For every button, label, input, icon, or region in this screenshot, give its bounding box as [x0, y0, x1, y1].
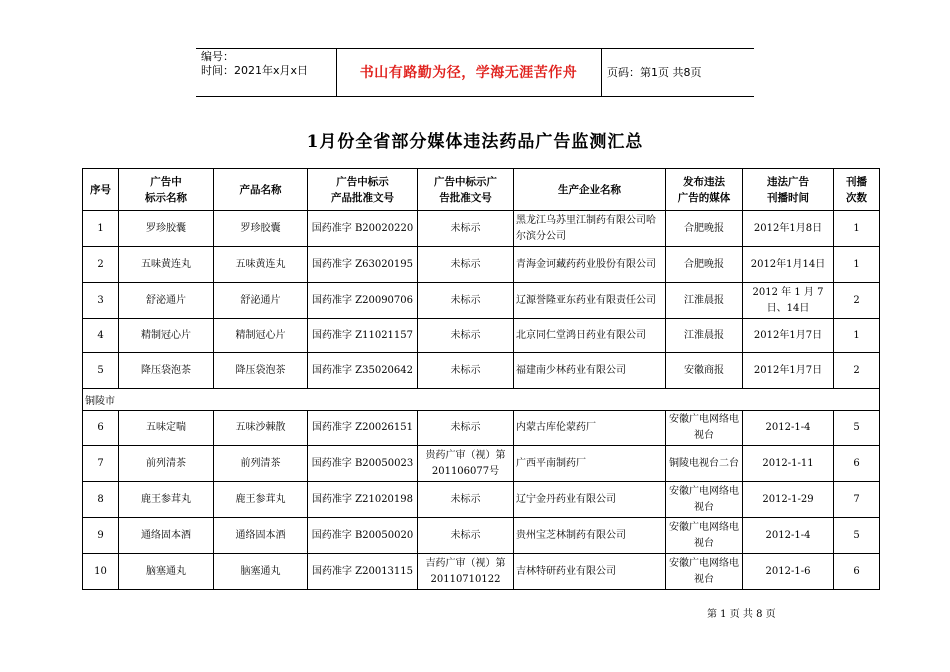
section-label: 铜陵市: [83, 389, 880, 411]
cell-ad-approval: 未标示: [418, 518, 514, 554]
cell-product: 通络固本酒: [214, 518, 308, 554]
cell-ad-name: 降压袋泡茶: [119, 353, 214, 389]
cell-prod-approval: 国药准字 B20050020: [308, 518, 418, 554]
cell-ad-approval: 吉药广审（视）第20110710122: [418, 554, 514, 590]
cell-media: 安徽广电网络电视台: [666, 411, 743, 446]
cell-count: 1: [834, 211, 880, 247]
cell-count: 5: [834, 518, 880, 554]
column-header-line: 产品名称: [239, 183, 282, 196]
column-header: [308, 169, 418, 211]
cell-maker: 黑龙江乌苏里江制药有限公司哈尔滨分公司: [514, 211, 666, 247]
cell-count: 6: [834, 554, 880, 590]
column-header-line: 广告中标示广: [434, 175, 497, 188]
cell-time: 2012-1-4: [743, 518, 834, 554]
cell-no: 10: [83, 554, 119, 590]
cell-maker: 青海金诃藏药药业股份有限公司: [514, 247, 666, 283]
cell-prod-approval: 国药准字 Z35020642: [308, 353, 418, 389]
page-footer: 第 1 页 共 8 页: [707, 609, 776, 620]
cell-media: 安徽广电网络电视台: [666, 518, 743, 554]
cell-ad-name: 舒泌通片: [119, 283, 214, 319]
cell-ad-name: 五味定喘: [119, 411, 214, 446]
cell-no: 1: [83, 211, 119, 247]
column-header-line: 次数: [846, 191, 867, 204]
table-row: [83, 554, 880, 590]
column-header-line: 广告中: [150, 175, 182, 188]
cell-maker: 福建南少林药业有限公司: [514, 353, 666, 389]
cell-prod-approval: 国药准字 Z21020198: [308, 482, 418, 518]
table-row: [83, 518, 880, 554]
cell-ad-approval: 未标示: [418, 211, 514, 247]
cell-maker: 辽宁金丹药业有限公司: [514, 482, 666, 518]
column-header-line: 产品批准文号: [331, 191, 394, 204]
table-row: [83, 283, 880, 319]
cell-product: 五味沙棘散: [214, 411, 308, 446]
cell-ad-approval: 未标示: [418, 247, 514, 283]
cell-prod-approval: 国药准字 Z20090706: [308, 283, 418, 319]
cell-prod-approval: 国药准字 B20020220: [308, 211, 418, 247]
cell-ad-approval: 未标示: [418, 319, 514, 353]
cell-prod-approval: 国药准字 B20050023: [308, 446, 418, 482]
cell-time: 2012-1-29: [743, 482, 834, 518]
column-header-line: 刊播时间: [767, 191, 809, 204]
cell-count: 6: [834, 446, 880, 482]
cell-media: 安徽广电网络电视台: [666, 554, 743, 590]
cell-media: 安徽商报: [666, 353, 743, 389]
cell-product: 精制冠心片: [214, 319, 308, 353]
cell-maker: 内蒙古库伦蒙药厂: [514, 411, 666, 446]
cell-media: 安徽广电网络电视台: [666, 482, 743, 518]
page-label: 页码：第1页 共8页: [607, 66, 702, 79]
column-header-line: 广告的媒体: [677, 191, 731, 204]
cell-count: 2: [834, 353, 880, 389]
cell-time: 2012年1月7日: [743, 353, 834, 389]
ad-monitoring-table: [82, 168, 880, 590]
cell-count: 5: [834, 411, 880, 446]
cell-count: 2: [834, 283, 880, 319]
column-header: [514, 169, 666, 211]
column-header: [418, 169, 514, 211]
column-header-line: 发布违法: [683, 175, 725, 188]
table-row: [83, 211, 880, 247]
cell-no: 9: [83, 518, 119, 554]
cell-product: 脑塞通丸: [214, 554, 308, 590]
cell-no: 8: [83, 482, 119, 518]
column-header: [834, 169, 880, 211]
table-row: [83, 446, 880, 482]
cell-ad-approval: 未标示: [418, 283, 514, 319]
cell-count: 1: [834, 319, 880, 353]
cell-time: 2012 年 1 月 7 日、14日: [743, 283, 834, 319]
cell-count: 1: [834, 247, 880, 283]
cell-ad-name: 前列清茶: [119, 446, 214, 482]
cell-maker: 贵州宝芝林制药有限公司: [514, 518, 666, 554]
section-row: [83, 389, 880, 411]
cell-time: 2012-1-6: [743, 554, 834, 590]
column-header-line: 生产企业名称: [558, 183, 621, 196]
column-header-line: 广告中标示: [336, 175, 389, 188]
cell-maker: 吉林特研药业有限公司: [514, 554, 666, 590]
table-header-row: [83, 169, 880, 211]
cell-ad-name: 精制冠心片: [119, 319, 214, 353]
cell-media: 江淮晨报: [666, 319, 743, 353]
cell-media: 江淮晨报: [666, 283, 743, 319]
cell-media: 合肥晚报: [666, 247, 743, 283]
column-header: [666, 169, 743, 211]
cell-product: 舒泌通片: [214, 283, 308, 319]
cell-ad-name: 罗珍胶囊: [119, 211, 214, 247]
cell-media: 铜陵电视台二台: [666, 446, 743, 482]
header-bottom-rule: [196, 96, 754, 97]
cell-maker: 广西平南制药厂: [514, 446, 666, 482]
table-row: [83, 247, 880, 283]
cell-prod-approval: 国药准字 Z20026151: [308, 411, 418, 446]
cell-media: 合肥晚报: [666, 211, 743, 247]
cell-time: 2012年1月14日: [743, 247, 834, 283]
column-header-line: 标示名称: [145, 191, 187, 204]
cell-product: 降压袋泡茶: [214, 353, 308, 389]
table-row: [83, 482, 880, 518]
cell-ad-approval: 未标示: [418, 411, 514, 446]
cell-count: 7: [834, 482, 880, 518]
table-row: [83, 353, 880, 389]
cell-no: 7: [83, 446, 119, 482]
table-row: [83, 411, 880, 446]
time-label: 时间：2021年x月x日: [201, 64, 309, 77]
cell-ad-approval: 贵药广审（视）第201106077号: [418, 446, 514, 482]
cell-ad-name: 鹿王参茸丸: [119, 482, 214, 518]
cell-product: 罗珍胶囊: [214, 211, 308, 247]
cell-ad-approval: 未标示: [418, 353, 514, 389]
cell-no: 5: [83, 353, 119, 389]
column-header-line: 违法广告: [767, 175, 809, 188]
cell-prod-approval: 国药准字 Z11021157: [308, 319, 418, 353]
column-header: [214, 169, 308, 211]
header-meta: [201, 50, 308, 78]
column-header-line: 序号: [90, 183, 111, 196]
cell-ad-name: 五味黄连丸: [119, 247, 214, 283]
cell-product: 鹿王参茸丸: [214, 482, 308, 518]
cell-time: 2012-1-11: [743, 446, 834, 482]
page-title: 1月份全省部分媒体违法药品广告监测汇总: [306, 132, 644, 152]
column-header-line: 刊播: [846, 175, 867, 188]
cell-no: 3: [83, 283, 119, 319]
cell-ad-name: 通络固本酒: [119, 518, 214, 554]
cell-time: 2012年1月7日: [743, 319, 834, 353]
cell-product: 前列清茶: [214, 446, 308, 482]
cell-ad-approval: 未标示: [418, 482, 514, 518]
column-header: [743, 169, 834, 211]
cell-time: 2012-1-4: [743, 411, 834, 446]
cell-no: 6: [83, 411, 119, 446]
cell-time: 2012年1月8日: [743, 211, 834, 247]
cell-maker: 北京同仁堂鸿日药业有限公司: [514, 319, 666, 353]
cell-product: 五味黄连丸: [214, 247, 308, 283]
cell-no: 2: [83, 247, 119, 283]
column-header: [119, 169, 214, 211]
cell-no: 4: [83, 319, 119, 353]
number-label: 编号：: [201, 50, 234, 63]
table-row: [83, 319, 880, 353]
column-header: [83, 169, 119, 211]
header-divider: [601, 48, 602, 96]
column-header-line: 告批准文号: [439, 191, 492, 204]
header-motto: 书山有路勤为径，学海无涯苦作舟: [359, 65, 578, 81]
cell-maker: 辽源誉隆亚东药业有限责任公司: [514, 283, 666, 319]
cell-ad-name: 脑塞通丸: [119, 554, 214, 590]
cell-prod-approval: 国药准字 Z63020195: [308, 247, 418, 283]
cell-prod-approval: 国药准字 Z20013115: [308, 554, 418, 590]
